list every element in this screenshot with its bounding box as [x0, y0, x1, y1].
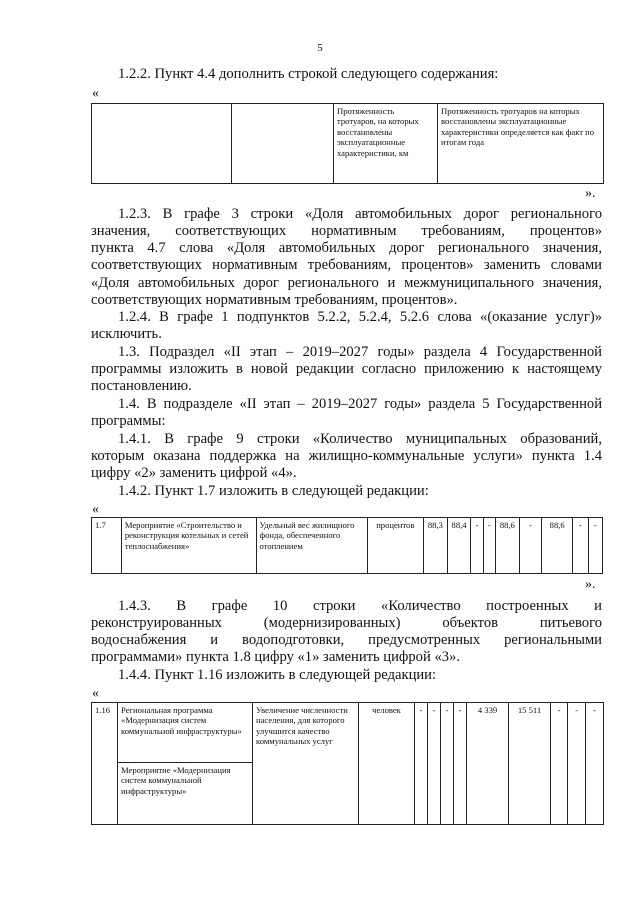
table-4-4: [91, 103, 604, 184]
table-1-7-value: -: [588, 518, 602, 574]
table-1-7-value: -: [519, 518, 542, 574]
table-1-16-value: -: [428, 703, 441, 825]
paragraph-1-2-4-line2: исключить.: [91, 326, 162, 342]
table-1-7-value: -: [483, 518, 495, 574]
page-number: 5: [317, 42, 323, 54]
table-1-16: [91, 702, 604, 825]
table-1-16-indicator: Увеличение численности населения, для которого улучшится качество коммунальных услуг: [253, 703, 359, 825]
open-quote-2: «: [92, 502, 99, 517]
table-1-7-value: 88,6: [496, 518, 520, 574]
table-1-16-value: -: [568, 703, 586, 825]
table-4-4-col3: Протяженность тротуаров, на которых восстановлены эксплуатационные характеристики, км: [334, 104, 438, 184]
paragraph-1-3-line1: 1.3. Подраздел «II этап – 2019–2027 годы» раздела 4 Государственной: [118, 344, 602, 360]
table-1-16-value: 15 511: [509, 703, 551, 825]
table-1-16-program: Региональная программа «Модернизация систем коммунальной инфраструктуры»: [118, 703, 253, 763]
table-1-16-value: -: [454, 703, 467, 825]
paragraph-1-4-3-line1: 1.4.3. В графе 10 строки «Количество построенных и: [118, 598, 602, 614]
table-1-7-value: 88,4: [447, 518, 471, 574]
table-1-16-value: 4 339: [467, 703, 509, 825]
open-quote-3: «: [92, 686, 99, 701]
paragraph-1-2-3-line1: 1.2.3. В графе 3 строки «Доля автомобильных дорог регионального: [118, 206, 602, 222]
close-quote-1: ».: [585, 186, 596, 201]
table-1-16-value: -: [415, 703, 428, 825]
table-1-16-value: -: [586, 703, 604, 825]
table-4-4-col4: Протяженность тротуаров на которых восстановлены эксплуатационные характеристики определяется как факт по итогам года: [438, 104, 604, 184]
paragraph-1-2-4-line1: 1.2.4. В графе 1 подпунктов 5.2.2, 5.2.4, 5.2.6 слова «(оказание услуг)»: [118, 309, 602, 325]
paragraph-1-4-2: 1.4.2. Пункт 1.7 изложить в следующей редакции:: [118, 483, 429, 499]
paragraph-1-4-3-line2: реконструированных (модернизированных) объектов питьевого: [91, 615, 602, 631]
paragraph-1-2-2: 1.2.2. Пункт 4.4 дополнить строкой следующего содержания:: [118, 66, 499, 82]
paragraph-1-4-3-line3: водоснабжения и водоподготовки, предусмотренных региональными: [91, 632, 602, 648]
table-1-16-value: -: [551, 703, 568, 825]
table-4-4-col2: [232, 104, 334, 184]
table-1-7-value: -: [573, 518, 588, 574]
table-1-7-num: 1.7: [92, 518, 122, 574]
paragraph-1-4-1-line2: которым оказана поддержка на жилищно-коммунальные услуги» пункта 1.4: [91, 448, 602, 464]
paragraph-1-4-line2: программы:: [91, 413, 166, 429]
paragraph-1-4-1-line1: 1.4.1. В графе 9 строки «Количество муниципальных образований,: [118, 431, 602, 447]
table-4-4-col1: [92, 104, 232, 184]
close-quote-2: ».: [585, 577, 596, 592]
open-quote-1: «: [92, 86, 99, 101]
table-1-7-event: Мероприятие «Строительство и реконструкция котельных и сетей теплоснабжения»: [121, 518, 256, 574]
table-1-16-num: 1.16: [92, 703, 118, 825]
paragraph-1-2-3-line2: значения, соответствующих нормативным требованиям, процентов»: [91, 223, 602, 239]
table-1-16-event: Мероприятие «Модернизация систем коммунальной инфраструктуры»: [118, 763, 253, 825]
table-1-7-value: 88,6: [542, 518, 573, 574]
table-1-7: [91, 517, 603, 574]
table-1-7-value: -: [471, 518, 483, 574]
table-1-16-value: -: [441, 703, 454, 825]
paragraph-1-4-line1: 1.4. В подразделе «II этап – 2019–2027 годы» раздела 5 Государственной: [118, 396, 602, 412]
table-1-7-unit: процентов: [367, 518, 424, 574]
paragraph-1-4-4: 1.4.4. Пункт 1.16 изложить в следующей редакции:: [118, 667, 437, 683]
paragraph-1-4-3-line4: программами» пункта 1.8 цифру «1» заменить цифрой «3».: [91, 649, 460, 665]
paragraph-1-2-3-rest: пункта 4.7 слова «Доля автомобильных дорог регионального значения, соответствующих нормативным требованиям, процентов» заменить словами «Доля автомобильных дорог регионального и межмуниципального значения, соответствующих нормативным требованиям, процентов».: [91, 240, 602, 308]
table-1-7-value: 88,3: [424, 518, 448, 574]
paragraph-1-3-rest: программы изложить в новой редакции согласно приложению к настоящему постановлению.: [91, 361, 602, 395]
table-1-7-indicator: Удельный вес жилищного фонда, обеспеченного отоплением: [256, 518, 367, 574]
paragraph-1-4-1-line3: цифру «2» заменить цифрой «4».: [91, 465, 297, 481]
table-1-16-unit: человек: [359, 703, 415, 825]
